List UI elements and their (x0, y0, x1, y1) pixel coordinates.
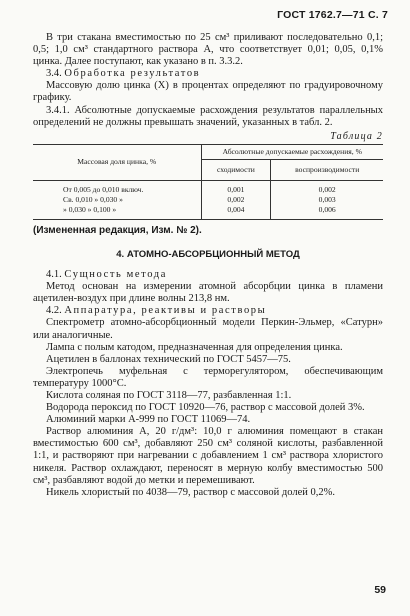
paragraph: В три стакана вместимостью по 25 см³ приливают последовательно 0,1; 0,5; 1,0 см³ стандартного раствора А, что соответствует 0,01; 0,05, 0,1% цинка. Далее поступают, как указано в п. 3.3.2. (33, 32, 383, 68)
paragraph: Массовую долю цинка (X) в процентах определяют по градуировочному графику. (33, 80, 383, 104)
subsection-heading: 4.2. Аппаратура, реактивы и растворы (46, 305, 267, 317)
table-2 (33, 144, 383, 220)
subsection-heading: 4.1. Сущность метода (46, 269, 167, 281)
table-header-concentration: Массовая доля цинка, % (33, 144, 201, 180)
table-row: Св. 0,010 » 0,030 » 0,002 0,003 (33, 195, 383, 205)
table-header-group: Абсолютные допускаемые расхождения, % (201, 144, 383, 159)
section-title: 4. АТОМНО-АБСОРБЦИОННЫЙ МЕТОД (116, 248, 300, 260)
body-text (33, 32, 383, 499)
page-header: ГОСТ 1762.7—71 С. 7 (277, 9, 388, 21)
page-number: 59 (374, 584, 386, 596)
table-caption: Таблица 2 (330, 130, 383, 142)
paragraph: Спектрометр атомно-абсорбционный модели Перкин-Эльмер, «Сатурн» или аналогичные. (33, 317, 383, 341)
paragraph: Никель хлористый по 4038—79, раствор с массовой долей 0,2%. (46, 486, 335, 498)
subsection-heading: 3.4. Обработка результатов (46, 68, 201, 80)
paragraph: 3.4.1. Абсолютные допускаемые расхождения результатов параллельных определений не должны превышать значений, указанных в табл. 2. (33, 104, 383, 128)
paragraph: Кислота соляная по ГОСТ 3118—77, разбавленная 1:1. (46, 389, 292, 401)
table-header-reproducibility: воспроизводимости (271, 159, 383, 180)
paragraph: Метод основан на измерении атомной абсорбции цинка в пламени ацетилен-воздух при длине волны 213,8 нм. (33, 281, 383, 305)
paragraph: Водорода пероксид по ГОСТ 10920—76, раствор с массовой долей 3%. (46, 402, 365, 414)
table-header-repeatability: сходимости (201, 159, 271, 180)
revision-note: (Измененная редакция, Изм. № 2). (33, 224, 202, 236)
paragraph: Алюминий марки А-999 по ГОСТ 11069—74. (46, 414, 251, 426)
paragraph: Лампа с полым катодом, предназначенная для определения цинка. (46, 341, 343, 353)
paragraph: Ацетилен в баллонах технический по ГОСТ 5457—75. (46, 353, 291, 365)
paragraph: Электропечь муфельная с терморегулятором, обеспечивающим температуру 1000°C. (33, 365, 383, 389)
table-row: От 0,005 до 0,010 включ. 0,001 0,002 (33, 180, 383, 195)
paragraph: Раствор алюминия А, 20 г/дм³: 10,0 г алюминия помещают в стакан вместимостью 600 см³, добавляют 250 см³ соляной кислоты, разбавленной 1:1, и растворяют при нагревании с добавлением 1 см³ раствора хлористого никеля. Раствор охлаждают, переносят в мерную колбу вместимостью 500 см³, разбавляют водой до метки и перемешивают. (33, 426, 383, 486)
table-row: » 0,030 » 0,100 » 0,004 0,006 (33, 205, 383, 220)
